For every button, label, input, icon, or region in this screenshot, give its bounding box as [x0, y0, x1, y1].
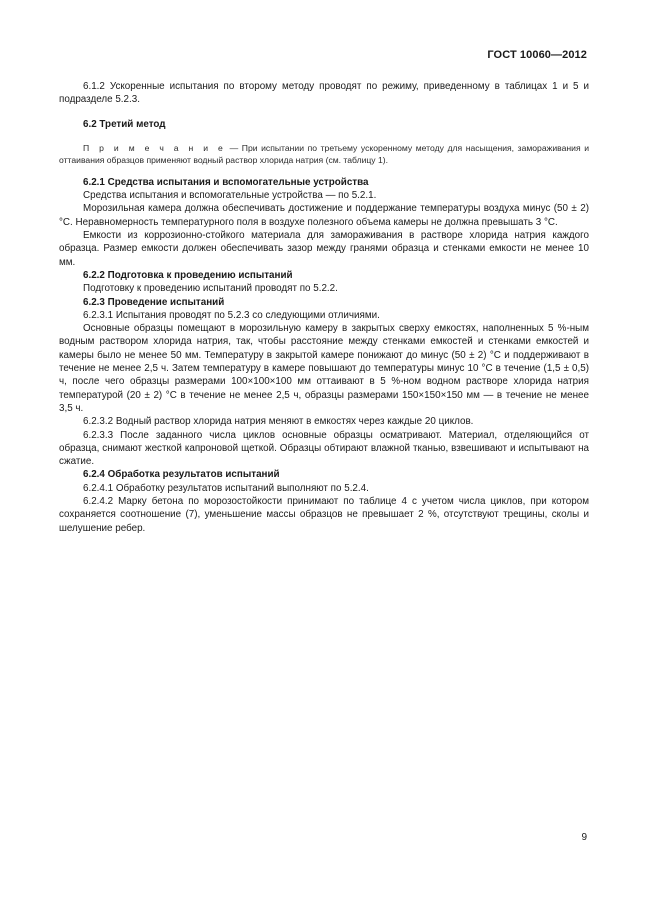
- page-number: 9: [581, 832, 587, 843]
- heading-6-2-4: 6.2.4 Обработка результатов испытаний: [83, 469, 280, 481]
- paragraph-6-2-4-2: 6.2.4.2 Марку бетона по морозостойкости принимают по таблице 4 с учетом числа циклов, при котором сохраняется соотношение (7), уменьшение массы образцов не превышает 2 %, отсутствуют трещины, сколы и шелушение ребер.: [59, 496, 589, 534]
- heading-6-2-1: 6.2.1 Средства испытания и вспомогательные устройства: [83, 176, 369, 188]
- document-body: [59, 80, 589, 535]
- note: [59, 142, 589, 166]
- heading-6-2: 6.2 Третий метод: [83, 118, 166, 130]
- paragraph-6-2-3-1-b: Основные образцы помещают в морозильную камеру в закрытых сверху емкостях, наполненных 5 %-ным водным раствором хлорида натрия, так, чтобы расстояние между стенками емкостей и стенками емкостей и камеры было не менее 50 мм. Температуру в закрытой камере понижают до минус (50 ± 2) °С и поддерживают в течение не менее 2,5 ч. Затем температуру в камере повышают до температуры минус 10 °С в течение (1,5 ± 0,5) ч, после чего образцы размерами 100×100×100 мм оттаивают в 5 %-ном водном растворе хлорида натрия температурой (20 ± 2) °С в течение не менее 2,5 ч, образцы размерами 150×150×150 мм — в течение не менее 3,5 ч.: [59, 323, 589, 414]
- paragraph-6-2-2: Подготовку к проведению испытаний проводят по 5.2.2.: [83, 283, 338, 295]
- heading-6-2-3: 6.2.3 Проведение испытаний: [83, 296, 225, 308]
- paragraph-6-2-3-1: 6.2.3.1 Испытания проводят по 5.2.3 со следующими отличиями.: [83, 309, 380, 321]
- paragraph-6-2-1-a: Средства испытания и вспомогательные устройства — по 5.2.1.: [83, 190, 377, 202]
- note-text: — При испытании по третьему ускоренному методу для насыщения, замораживания и оттаивания образцов применяют водный раствор хлорида натрия (см. таблицу 1).: [59, 142, 589, 165]
- paragraph-6-2-3-2: 6.2.3.2 Водный раствор хлорида натрия меняют в емкостях через каждые 20 циклов.: [83, 416, 474, 428]
- paragraph-6-2-4-1: 6.2.4.1 Обработку результатов испытаний выполняют по 5.2.4.: [83, 482, 369, 494]
- document-header: ГОСТ 10060—2012: [487, 49, 587, 61]
- paragraph-6-2-3-3: 6.2.3.3 После заданного числа циклов основные образцы осматривают. Материал, отделяющийся от образца, снимают жесткой капроновой щеткой. Образцы обтирают влажной тканью, взвешивают и испытывают на сжатие.: [59, 429, 589, 468]
- heading-6-2-2: 6.2.2 Подготовка к проведению испытаний: [83, 269, 293, 281]
- note-label: П р и м е ч а н и е: [83, 142, 227, 153]
- paragraph-6-2-1-c: Емкости из коррозионно-стойкого материала для замораживания в растворе хлорида натрия каждого образца. Размер емкости должен обеспечивать зазор между гранями образца и стенками емкости не менее 10 мм.: [59, 230, 589, 268]
- paragraph-6-1-2: 6.1.2 Ускоренные испытания по второму методу проводят по режиму, приведенному в таблицах 1 и 5 и подразделе 5.2.3.: [59, 81, 589, 106]
- paragraph-6-2-1-b: Морозильная камера должна обеспечивать достижение и поддержание температуры воздуха минус (50 ± 2) °С. Неравномерность температурного поля в воздухе полезного объема камеры не должна превышать 3 °С.: [59, 203, 589, 228]
